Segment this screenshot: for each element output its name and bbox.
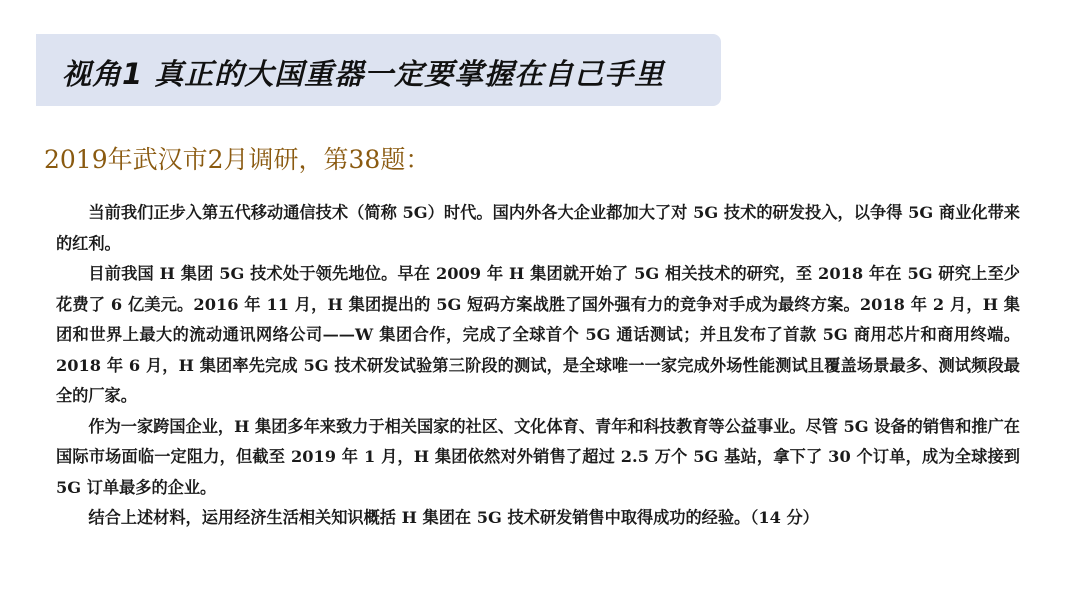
paragraph-public-welfare: 作为一家跨国企业，H 集团多年来致力于相关国家的社区、文化体育、青年和科技教育等公益事业。尽管 5G 设备的销售和推广在国际市场面临一定阻力，但截至 2019 年 1 月，H 集团依然对外销售了超过 2.5 万个 5G 基站，拿下了 30 个订单，成为全球接到 5G 订单最多的企业。 <box>56 416 1020 497</box>
paragraph-achievements: 目前我国 H 集团 5G 技术处于领先地位。早在 2009 年 H 集团就开始了 5G 相关技术的研究，至 2018 年在 5G 研究上至少花费了 6 亿美元。2016 年 11 月，H 集团提出的 5G 短码方案战胜了国外强有力的竞争对手成为最终方案。2018 年 2 月，H 集团和世界上最大的流动通讯网络公司——W 集团合作，完成了全球首个 5G 通话测试；并且发布了首款 5G 商用芯片和商用终端。2018 年 6 月，H 集团率先完成 5G 技术研发试验第三阶段的测试，是全球唯一一家完成外场性能测试且覆盖场景最多、测试频段最全的厂家。 <box>56 264 1020 405</box>
question-material <box>56 198 1020 534</box>
page-title: 视角1 真正的大国重器一定要掌握在自己手里 <box>62 57 665 91</box>
paragraph-question: 结合上述材料，运用经济生活相关知识概括 H 集团在 5G 技术研发销售中取得成功的经验。（14 分） <box>88 508 819 527</box>
paragraph-intro: 当前我们正步入第五代移动通信技术（简称 5G）时代。国内外各大企业都加大了对 5G 技术的研发投入，以争得 5G 商业化带来的红利。 <box>56 203 1020 253</box>
question-source: 2019年武汉市2月调研，第38题： <box>44 145 431 174</box>
